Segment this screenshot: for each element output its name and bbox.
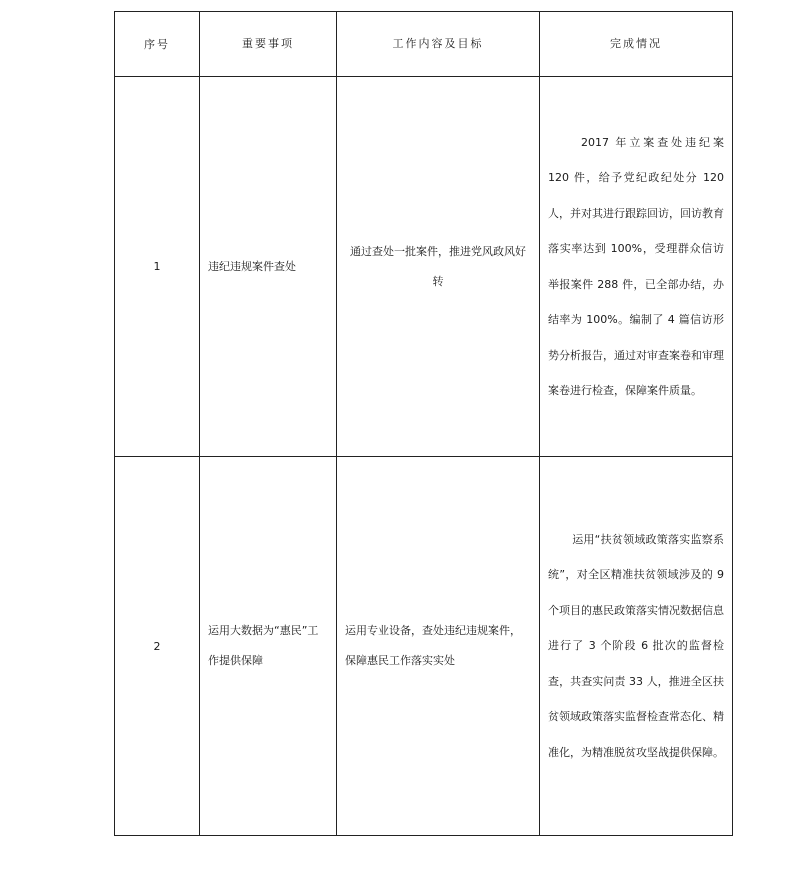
row-item: 违纪违规案件查处: [200, 77, 337, 457]
row-status: 运用“扶贫领域政策落实监察系统”，对全区精准扶贫领域涉及的 9 个项目的惠民政策落实情况数据信息进行了 3 个阶段 6 批次的监督检查，共查实问责 33 人，推进全区扶贫领域政策落实监督检查常态化、精准化，为精准脱贫攻坚战提供保障。: [540, 457, 733, 836]
row-goal: 运用专业设备，查处违纪违规案件，保障惠民工作落实实处: [337, 457, 540, 836]
row-number: 2: [115, 457, 200, 836]
row-status: 2017 年立案查处违纪案 120 件，给予党纪政纪处分 120 人，并对其进行跟踪回访，回访教育落实率达到 100%，受理群众信访举报案件 288 件，已全部办结，办结率为 100%。编制了 4 篇信访形势分析报告，通过对审查案卷和审理案卷进行检查，保障案件质量。: [540, 77, 733, 457]
header-completion: 完成情况: [540, 12, 733, 77]
header-work-goal: 工作内容及目标: [337, 12, 540, 77]
work-table: [114, 11, 733, 836]
row-item: 运用大数据为“惠民”工作提供保障: [200, 457, 337, 836]
header-number: 序号: [115, 12, 200, 77]
table-row: [115, 457, 733, 836]
row-goal: 通过查处一批案件，推进党风政风好转: [337, 77, 540, 457]
table-row: [115, 77, 733, 457]
row-number: 1: [115, 77, 200, 457]
header-important-item: 重要事项: [200, 12, 337, 77]
table-header-row: [115, 12, 733, 77]
